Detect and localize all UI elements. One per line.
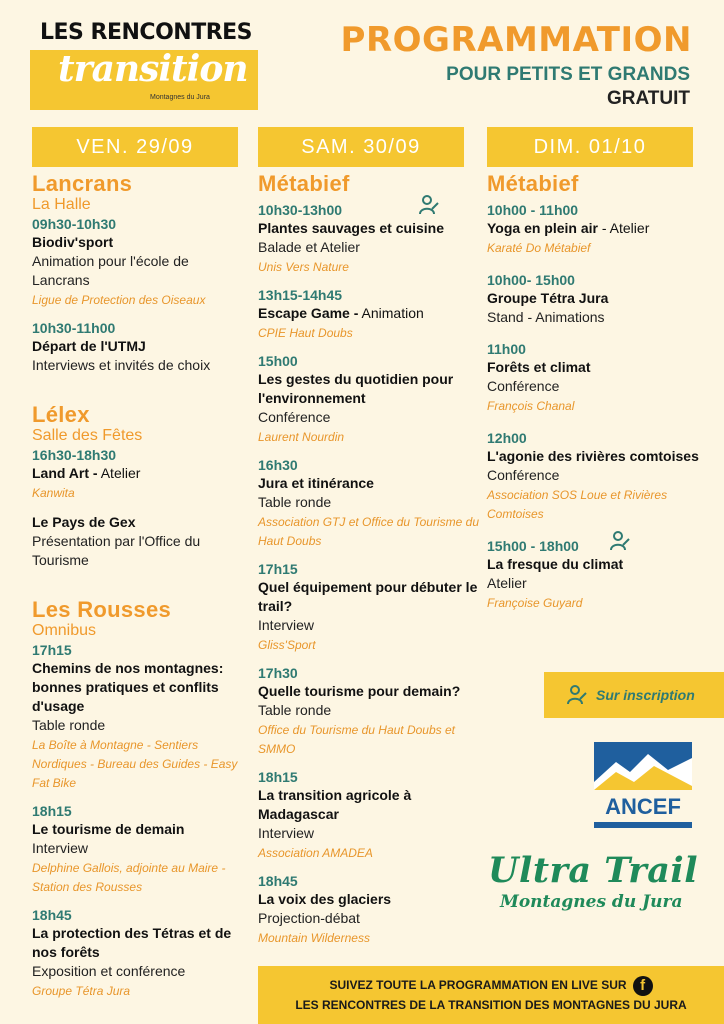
event-description: Conférence bbox=[487, 467, 560, 483]
event-title: Départ de l'UTMJ bbox=[32, 338, 146, 354]
event-time: 16h30 bbox=[258, 457, 298, 473]
event-organizer: Laurent Nourdin bbox=[258, 430, 345, 444]
event-type: Animation bbox=[358, 305, 424, 321]
event-title: Les gestes du quotidien pour l'environnement bbox=[258, 371, 454, 406]
event-item bbox=[258, 769, 480, 863]
event-type: Atelier bbox=[97, 465, 141, 481]
event-description: Table ronde bbox=[32, 717, 106, 733]
page-title: PROGRAMMATION bbox=[340, 20, 692, 60]
event-time bbox=[487, 538, 703, 555]
event-organizer: Karaté Do Métabief bbox=[487, 241, 591, 255]
registration-icon bbox=[418, 194, 440, 216]
registration-legend bbox=[544, 672, 724, 718]
event-title: Quel équipement pour débuter le trail? bbox=[258, 579, 478, 614]
event-organizer: Gliss'Sport bbox=[258, 638, 316, 652]
event-description: Exposition et conférence bbox=[32, 963, 186, 979]
event-description: Interview bbox=[258, 825, 315, 841]
event-title: Le tourisme de demain bbox=[32, 821, 185, 837]
logo-script-text: transition bbox=[58, 48, 248, 90]
footer-banner bbox=[258, 966, 724, 1024]
registration-label: Sur inscription bbox=[596, 687, 695, 703]
logo-top-text: LES RENCONTRES bbox=[40, 20, 253, 45]
event-description: Table ronde bbox=[258, 494, 332, 510]
event-title: La protection des Tétras et de nos forêts bbox=[32, 925, 232, 960]
footer-line-1-text: SUIVEZ TOUTE LA PROGRAMMATION EN LIVE SUR bbox=[329, 978, 627, 993]
ultra-trail-text: Ultra Trail bbox=[488, 850, 698, 891]
event-item bbox=[487, 202, 703, 258]
registration-icon bbox=[609, 530, 631, 552]
event-item bbox=[258, 202, 480, 277]
event-item bbox=[32, 642, 244, 793]
venue-place: Salle des Fêtes bbox=[32, 427, 143, 444]
event-time: 18h45 bbox=[258, 873, 298, 889]
event-item bbox=[32, 320, 244, 375]
event-time: 13h15-14h45 bbox=[258, 287, 343, 303]
event-title: L'agonie des rivières comtoises bbox=[487, 448, 699, 464]
event-description: Animation pour l'école de Lancrans bbox=[32, 253, 189, 288]
venue-title: Lélex bbox=[32, 402, 90, 427]
event-organizer: Office du Tourisme du Haut Doubs et SMMO bbox=[258, 723, 455, 756]
event-title: Chemins de nos montagnes: bonnes pratiques et conflits d'usage bbox=[32, 660, 224, 714]
event-description: Interview bbox=[258, 617, 315, 633]
free-label: GRATUIT bbox=[606, 88, 690, 109]
event-description: Interview bbox=[32, 840, 89, 856]
event-organizer: Delphine Gallois, adjointe au Maire - Station des Rousses bbox=[32, 861, 226, 894]
event-title: La voix des glaciers bbox=[258, 891, 392, 907]
venue-place: Omnibus bbox=[32, 622, 97, 639]
event-organizer: Association GTJ et Office du Tourisme du Haut Doubs bbox=[258, 515, 479, 548]
event-organizer: Mountain Wilderness bbox=[258, 931, 370, 945]
event-item bbox=[258, 287, 480, 343]
event-time: 18h15 bbox=[258, 769, 298, 785]
event-organizer: Françoise Guyard bbox=[487, 596, 583, 610]
ancef-logo bbox=[594, 742, 692, 828]
event-title bbox=[32, 464, 244, 483]
event-title-text: Yoga en plein air bbox=[487, 220, 598, 236]
event-time: 10h00 - 11h00 bbox=[487, 202, 579, 218]
day-header-friday: VEN. 29/09 bbox=[32, 127, 238, 167]
ancef-text: ANCEF bbox=[605, 794, 681, 819]
event-organizer: CPIE Haut Doubs bbox=[258, 326, 353, 340]
page-subtitle: POUR PETITS ET GRANDS bbox=[446, 64, 690, 85]
day-header-saturday: SAM. 30/09 bbox=[258, 127, 464, 167]
logo-sub-text: Montagnes du Jura bbox=[150, 94, 210, 101]
event-item bbox=[487, 341, 703, 416]
event-title-text: Land Art - bbox=[32, 465, 98, 481]
event-item bbox=[258, 873, 480, 948]
event-item bbox=[32, 513, 244, 570]
event-item bbox=[32, 216, 244, 310]
event-title: La fresque du climat bbox=[487, 556, 624, 572]
event-item bbox=[487, 538, 703, 613]
event-title: Forêts et climat bbox=[487, 359, 591, 375]
event-time-text: 15h00 - 18h00 bbox=[487, 538, 579, 554]
event-time: 17h15 bbox=[258, 561, 298, 577]
sunday-column bbox=[487, 172, 703, 623]
event-item bbox=[32, 907, 244, 1001]
event-description: Présentation par l'Office du Tourisme bbox=[32, 533, 201, 568]
event-title-text: Escape Game - bbox=[258, 305, 359, 321]
logo-box bbox=[30, 50, 258, 110]
event-time: 17h15 bbox=[32, 642, 72, 658]
event-item bbox=[258, 457, 480, 551]
event-description: Conférence bbox=[487, 378, 560, 394]
event-title: Quelle tourisme pour demain? bbox=[258, 683, 461, 699]
venue-title: Lancrans bbox=[32, 171, 133, 196]
event-item bbox=[487, 272, 703, 327]
event-organizer: François Chanal bbox=[487, 399, 575, 413]
event-organizer: Kanwita bbox=[32, 486, 75, 500]
event-description: Table ronde bbox=[258, 702, 332, 718]
event-time: 11h00 bbox=[487, 341, 526, 357]
event-time bbox=[258, 202, 480, 219]
ultra-trail-logo bbox=[486, 850, 700, 920]
event-time: 09h30-10h30 bbox=[32, 216, 117, 232]
event-time: 10h00- 15h00 bbox=[487, 272, 575, 288]
event-time: 16h30-18h30 bbox=[32, 447, 117, 463]
event-time: 17h30 bbox=[258, 665, 298, 681]
event-logo bbox=[30, 14, 258, 110]
event-description: Atelier bbox=[487, 575, 527, 591]
event-organizer: Association SOS Loue et Rivières Comtoises bbox=[487, 488, 668, 521]
event-item bbox=[32, 447, 244, 503]
venue-title: Les Rousses bbox=[32, 597, 172, 622]
venue-place: La Halle bbox=[32, 196, 91, 213]
event-item bbox=[258, 353, 480, 447]
event-organizer: Association AMADEA bbox=[258, 846, 373, 860]
event-item bbox=[258, 561, 480, 655]
footer-line-1 bbox=[258, 976, 724, 996]
ultra-trail-subtext: Montagnes du Jura bbox=[500, 892, 683, 912]
event-item bbox=[32, 803, 244, 897]
event-time: 12h00 bbox=[487, 430, 527, 446]
event-type: - Atelier bbox=[598, 220, 650, 236]
event-item bbox=[487, 430, 703, 524]
event-time: 18h15 bbox=[32, 803, 72, 819]
event-title: Le Pays de Gex bbox=[32, 514, 136, 530]
event-title bbox=[258, 304, 480, 323]
event-time: 15h00 bbox=[258, 353, 298, 369]
venue-title: Métabief bbox=[487, 171, 579, 196]
event-description: Conférence bbox=[258, 409, 331, 425]
event-time: 18h45 bbox=[32, 907, 72, 923]
day-header-sunday: DIM. 01/10 bbox=[487, 127, 693, 167]
event-time-text: 10h30-13h00 bbox=[258, 202, 343, 218]
event-description: Stand - Animations bbox=[487, 309, 605, 325]
venue-title: Métabief bbox=[258, 171, 350, 196]
event-organizer: Ligue de Protection des Oiseaux bbox=[32, 293, 206, 307]
footer-line-2: LES RENCONTRES DE LA TRANSITION DES MONTAGNES DU JURA bbox=[295, 998, 687, 1012]
friday-column bbox=[32, 172, 244, 1011]
event-organizer: Unis Vers Nature bbox=[258, 260, 349, 274]
event-time: 10h30-11h00 bbox=[32, 320, 116, 336]
saturday-column bbox=[258, 172, 480, 958]
event-description: Balade et Atelier bbox=[258, 239, 360, 255]
event-title bbox=[487, 219, 703, 238]
event-title: La transition agricole à Madagascar bbox=[258, 787, 412, 822]
event-title: Groupe Tétra Jura bbox=[487, 290, 609, 306]
event-description: Interviews et invités de choix bbox=[32, 357, 211, 373]
registration-icon bbox=[566, 684, 588, 706]
event-organizer: Groupe Tétra Jura bbox=[32, 984, 131, 998]
event-title: Biodiv'sport bbox=[32, 234, 114, 250]
event-organizer: La Boîte à Montagne - Sentiers Nordiques - Bureau des Guides - Easy Fat Bike bbox=[32, 738, 238, 790]
event-title: Jura et itinérance bbox=[258, 475, 374, 491]
facebook-icon[interactable]: f bbox=[633, 976, 653, 996]
event-title: Plantes sauvages et cuisine bbox=[258, 220, 444, 236]
event-item bbox=[258, 665, 480, 759]
event-description: Projection-débat bbox=[258, 910, 360, 926]
